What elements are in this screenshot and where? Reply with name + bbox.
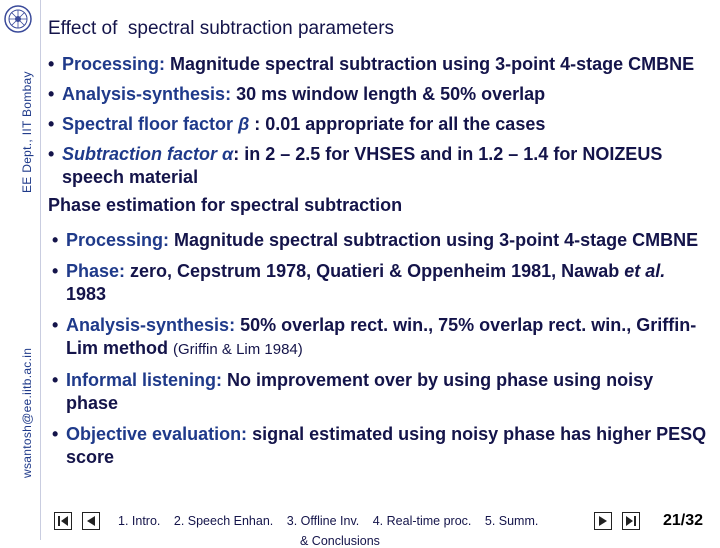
list-item <box>52 229 708 252</box>
item-label: Processing: <box>66 230 170 250</box>
item-citation: (Griffin & Lim 1984) <box>173 341 303 358</box>
item-text: 50% overlap rect. win., 75% overlap rect. win., Griffin-Lim method <box>66 315 697 358</box>
item-text: signal estimated using noisy phase has higher PESQ score <box>66 424 707 467</box>
item-tail: 1983 <box>66 284 107 304</box>
alpha-symbol: α <box>222 144 234 164</box>
email-label: wsantosh@ee.iitb.ac.in <box>20 347 34 478</box>
nav-item-summ[interactable]: 5. Summ. <box>484 514 539 528</box>
slide-title: Effect of spectral subtraction parameters <box>48 18 395 39</box>
list-item <box>48 83 708 106</box>
last-slide-button[interactable] <box>622 512 640 530</box>
item-label: Phase: <box>66 261 126 281</box>
list-item <box>48 143 708 189</box>
item-text: : in 2 – 2.5 for VHSES and in 1.2 – 1.4 for NOIZEUS speech material <box>62 144 663 187</box>
item-label: Informal listening: <box>66 370 223 390</box>
previous-slide-button[interactable] <box>82 512 100 530</box>
nav-item-continuation: & Conclusions <box>300 534 380 548</box>
slide-content <box>48 53 708 477</box>
nav-item-offline-inv[interactable]: 3. Offline Inv. <box>286 514 360 528</box>
page-number: 21/32 <box>663 512 704 529</box>
arrow-left-icon <box>83 513 99 529</box>
list-item <box>52 314 708 361</box>
item-text: Magnitude spectral subtraction using 3-point 4-stage CMBNE <box>165 54 695 74</box>
list-item <box>48 113 708 136</box>
item-label: Analysis-synthesis: <box>66 315 236 335</box>
section-heading: Phase estimation for spectral subtraction <box>48 195 403 215</box>
navigation-bar <box>50 510 715 548</box>
list-item <box>52 369 708 415</box>
iit-bombay-logo-icon <box>3 4 33 34</box>
sidebar <box>0 0 41 540</box>
item-italic: et al. <box>624 261 666 281</box>
skip-back-icon <box>55 513 71 529</box>
first-slide-button[interactable] <box>54 512 72 530</box>
item-text: : 0.01 appropriate for all the cases <box>249 114 546 134</box>
item-label: Processing: <box>62 54 166 74</box>
item-text: Magnitude spectral subtraction using 3-point 4-stage CMBNE <box>169 230 699 250</box>
arrow-right-icon <box>595 513 611 529</box>
nav-item-speech-enhan[interactable]: 2. Speech Enhan. <box>173 514 274 528</box>
beta-symbol: β <box>238 114 250 134</box>
department-label: EE Dept., IIT Bombay <box>20 71 34 193</box>
item-text: No improvement over by using phase using noisy phase <box>66 370 654 413</box>
item-label: Analysis-synthesis: <box>62 84 232 104</box>
list-item <box>52 423 708 469</box>
list-item <box>52 260 708 306</box>
nav-item-realtime-proc[interactable]: 4. Real-time proc. <box>372 514 472 528</box>
item-label: Spectral floor factor <box>62 114 234 134</box>
phase-estimation-list <box>48 229 708 469</box>
nav-item-intro[interactable]: 1. Intro. <box>118 514 161 528</box>
item-text: zero, Cepstrum 1978, Quatieri & Oppenheim 1981, Nawab <box>125 261 625 281</box>
list-item <box>48 53 708 76</box>
skip-forward-icon <box>623 513 639 529</box>
section-nav <box>118 514 548 548</box>
item-label: Objective evaluation: <box>66 424 248 444</box>
parameters-list <box>48 53 708 189</box>
item-label: Subtraction factor <box>62 144 218 164</box>
next-slide-button[interactable] <box>594 512 612 530</box>
item-text: 30 ms window length & 50% overlap <box>231 84 546 104</box>
